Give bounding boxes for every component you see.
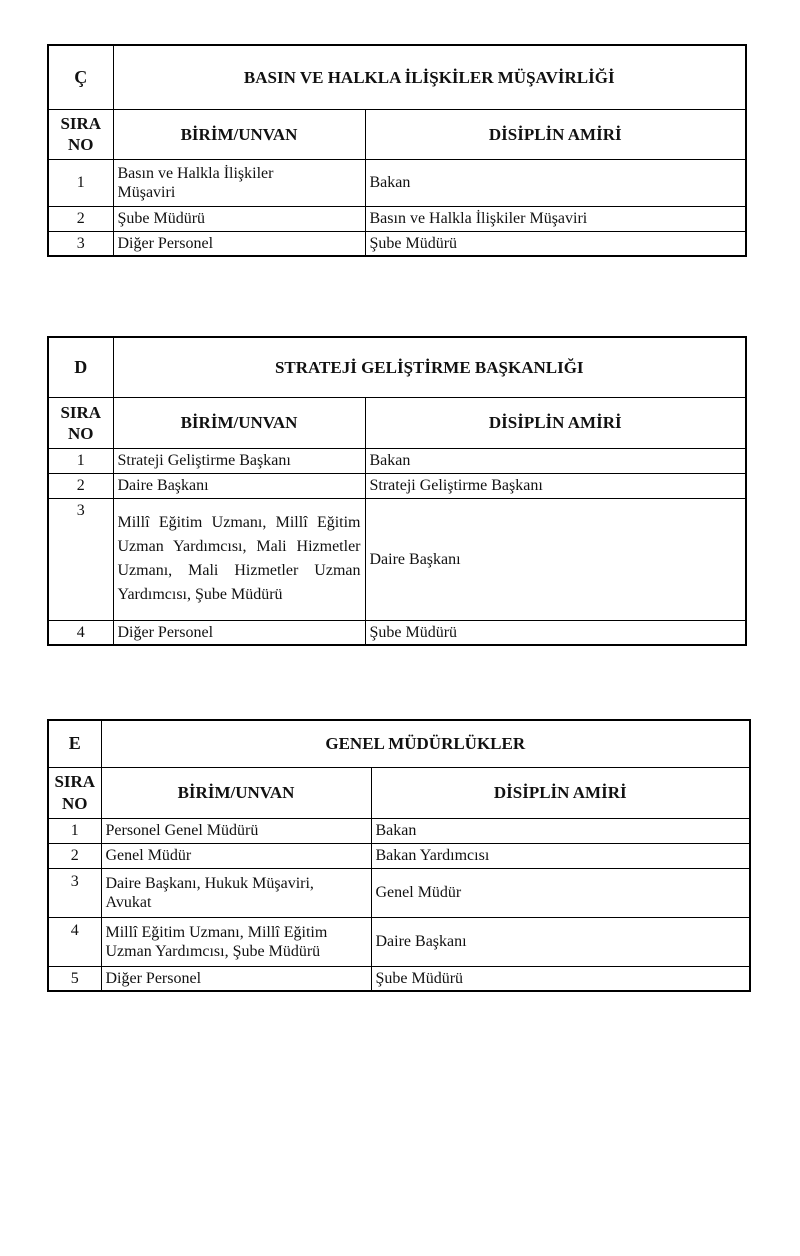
row-superior: Bakan Yardımcısı [371, 843, 750, 868]
table-row [48, 917, 750, 966]
row-superior: Genel Müdür [371, 868, 750, 917]
header-birim-unvan: BİRİM/UNVAN [101, 767, 371, 818]
row-no: 2 [48, 206, 113, 231]
row-superior: Daire Başkanı [365, 498, 746, 620]
section-letter: D [48, 337, 113, 397]
table-row [48, 231, 746, 256]
row-unit: Daire Başkanı, Hukuk Müşaviri, Avukat [101, 868, 371, 917]
row-unit: Strateji Geliştirme Başkanı [113, 448, 365, 473]
section-title: BASIN VE HALKLA İLİŞKİLER MÜŞAVİRLİĞİ [113, 45, 746, 109]
row-no: 3 [48, 498, 113, 620]
row-unit: Şube Müdürü [113, 206, 365, 231]
table-row [48, 966, 750, 991]
header-birim-unvan: BİRİM/UNVAN [113, 109, 365, 159]
row-unit: Millî Eğitim Uzmanı, Millî Eğitim Uzman Yardımcısı, Şube Müdürü [101, 917, 371, 966]
table-row [48, 159, 746, 206]
row-no: 1 [48, 159, 113, 206]
row-unit: Personel Genel Müdürü [101, 818, 371, 843]
header-row [48, 397, 746, 448]
table-row [48, 498, 746, 620]
section-title-row [48, 337, 746, 397]
header-sira-no: SIRA NO [48, 109, 113, 159]
header-disiplin-amiri: DİSİPLİN AMİRİ [371, 767, 750, 818]
row-superior: Şube Müdürü [365, 620, 746, 645]
row-no: 1 [48, 448, 113, 473]
section-title: GENEL MÜDÜRLÜKLER [101, 720, 750, 767]
header-sira-no: SIRA NO [48, 397, 113, 448]
row-unit: Millî Eğitim Uzmanı, Millî Eğitim Uzman Yardımcısı, Mali Hizmetler Uzmanı, Mali Hizmetler Uzman Yardımcısı, Şube Müdürü [113, 498, 365, 620]
section-letter: E [48, 720, 101, 767]
section-title-row [48, 720, 750, 767]
header-sira-no: SIRA NO [48, 767, 101, 818]
table-row [48, 473, 746, 498]
row-no: 1 [48, 818, 101, 843]
row-superior: Bakan [365, 448, 746, 473]
row-no: 5 [48, 966, 101, 991]
row-unit: Basın ve Halkla İlişkiler Müşaviri [113, 159, 365, 206]
row-no: 3 [48, 231, 113, 256]
row-superior: Bakan [365, 159, 746, 206]
row-no: 4 [48, 917, 101, 966]
section-title: STRATEJİ GELİŞTİRME BAŞKANLIĞI [113, 337, 746, 397]
row-no: 3 [48, 868, 101, 917]
row-superior: Daire Başkanı [371, 917, 750, 966]
section-title-row [48, 45, 746, 109]
table-genel-mudurlukler [47, 719, 751, 992]
row-unit: Diğer Personel [113, 620, 365, 645]
row-unit: Diğer Personel [101, 966, 371, 991]
table-strateji-gelistirme [47, 336, 747, 646]
row-superior: Basın ve Halkla İlişkiler Müşaviri [365, 206, 746, 231]
row-superior: Şube Müdürü [365, 231, 746, 256]
row-unit: Genel Müdür [101, 843, 371, 868]
header-disiplin-amiri: DİSİPLİN AMİRİ [365, 109, 746, 159]
table-row [48, 818, 750, 843]
header-row [48, 109, 746, 159]
row-no: 2 [48, 843, 101, 868]
table-row [48, 620, 746, 645]
table-row [48, 448, 746, 473]
row-unit: Daire Başkanı [113, 473, 365, 498]
header-row [48, 767, 750, 818]
row-superior: Bakan [371, 818, 750, 843]
header-disiplin-amiri: DİSİPLİN AMİRİ [365, 397, 746, 448]
table-row [48, 206, 746, 231]
table-row [48, 843, 750, 868]
table-basin-halkla-iliskiler [47, 44, 747, 257]
row-unit: Diğer Personel [113, 231, 365, 256]
header-birim-unvan: BİRİM/UNVAN [113, 397, 365, 448]
row-superior: Şube Müdürü [371, 966, 750, 991]
section-letter: Ç [48, 45, 113, 109]
row-no: 2 [48, 473, 113, 498]
row-superior: Strateji Geliştirme Başkanı [365, 473, 746, 498]
row-no: 4 [48, 620, 113, 645]
table-row [48, 868, 750, 917]
